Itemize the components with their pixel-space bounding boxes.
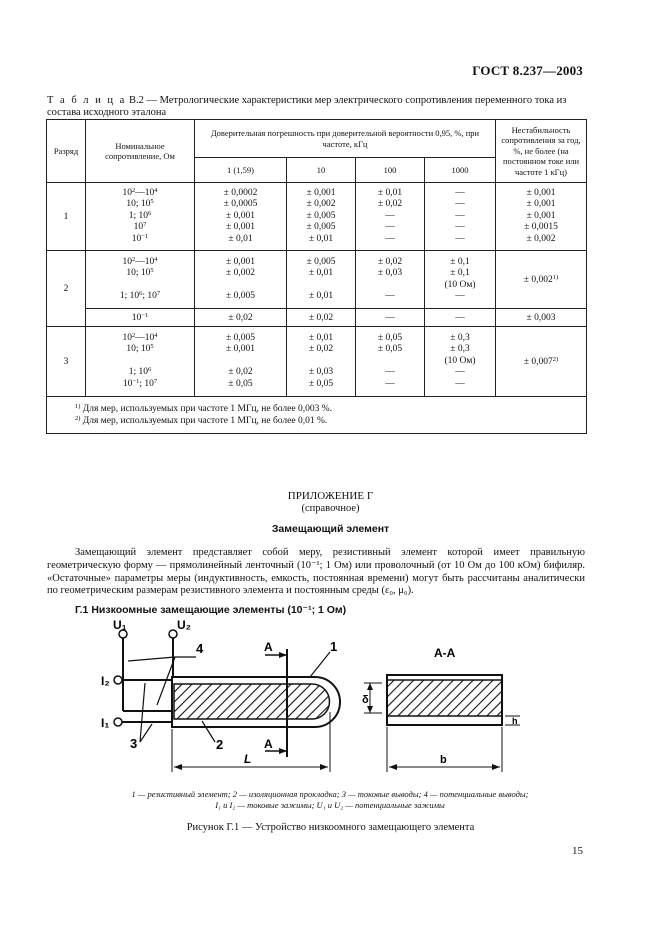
value-cell: ± 0,005 ± 0,001 ± 0,02 ± 0,05 [195,327,287,397]
label-u2: U₂ [177,618,191,632]
terminal-i2-icon [114,676,122,684]
value-cell: ± 0,003 [496,309,587,327]
body-paragraph: Замещающий элемент представляет собой меру, резистивный элемент которой имеет правильную геометрическую форму — прямолинейный ленточный (10⁻¹; 1 Ом) или проволочный (от 10 Ом до 100 кОм) бифиляр. «Остаточные» параметры меры (индуктивность, емкость, постоянная времени) могут быть рассчитаны аналитически по геометрическим размерам резистивного элемента и постоянным среды (ε₀, μ₀). [47,547,585,597]
rank-cell: 2 [47,251,86,327]
value-cell: ± 0,001 ± 0,002 ± 0,005 ± 0,005 ± 0,01 [287,183,356,251]
footnote-2: $^{2)}$ Для мер, используемых при частоте 1 МГц, не более 0,01 %. [75,415,328,426]
nominal-cell: $10^2—10^4$ 10; $10^5$ 1; $10^6$ $10^7$ $10^{-1}$ [86,183,195,251]
value-cell: ± 0,05 ± 0,05 — — [356,327,425,397]
label-1: 1 [330,639,338,654]
subsection-title: Г.1 Низкоомные замещающие элементы (10⁻¹; 1 Ом) [75,604,347,616]
footnote-1: $^{1)}$ Для мер, используемых при частоте 1 МГц, не более 0,003 %. [75,403,333,414]
value-cell: — [356,309,425,327]
header-nominal: Номинальное сопротивление, Ом [86,120,195,183]
header-freq-1000: 1000 [425,158,496,183]
label-section-aa: A-A [434,646,456,660]
figure-legend-line-2: I₁ и I₂ — токовые зажимы; U₁ и U₂ — потенциальные зажимы [215,800,445,810]
document-code: ГОСТ 8.237—2003 [472,63,583,78]
rank-cell: 3 [47,327,86,397]
label-4: 4 [196,641,204,656]
terminal-i1-icon [114,718,122,726]
label-i1: I₁ [101,716,110,730]
label-h: h [512,716,518,726]
value-cell: ± 0,01 ± 0,02 ± 0,03 ± 0,05 [287,327,356,397]
figure-legend-line-1: 1 — резистивный элемент; 2 — изоляционная прокладка; 3 — токовые выводы; 4 — потенциальные выводы; [131,789,529,799]
table-footnotes [47,397,587,434]
table-caption [47,95,587,119]
header-freq-10: 10 [287,158,356,183]
page-number: 15 [572,845,583,857]
figure-replacement-element [100,617,570,787]
value-cell: ± $0,002^{1)}$ [496,251,587,309]
nominal-cell: $10^2—10^4$ 10; $10^5$ 1; $10^6$; $10^7$ [86,251,195,309]
header-instability: Нестабильность сопротивления за год, %, не более (на постоянном токе или частоте 1 кГц) [496,120,587,183]
label-l: L [244,752,252,766]
rank-cell: 1 [47,183,86,251]
insulating-gasket [174,684,329,719]
label-b: b [440,754,447,766]
value-cell: ± 0,02 [195,309,287,327]
table-row-rank-3 [47,327,587,397]
value-cell: ± 0,1 ± 0,1 (10 Ом) — [425,251,496,309]
label-2: 2 [216,737,224,752]
figure-caption: Рисунок Г.1 — Устройство низкоомного замещающего элемента [186,822,475,833]
value-cell: ± 0,3 ± 0,3 (10 Ом) — — [425,327,496,397]
terminal-u2-icon [169,630,177,638]
table-row-rank-1 [47,183,587,251]
nominal-cell: $10^{-1}$ [86,309,195,327]
header-freq-100: 100 [356,158,425,183]
metrology-table [46,119,587,434]
label-u1: U₁ [113,618,127,632]
section-title: Замещающий элемент [271,523,390,535]
label-3: 3 [130,736,138,751]
value-cell: ± 0,005 ± 0,01 ± 0,01 [287,251,356,309]
table-row-rank-2-sub [47,309,587,327]
value-cell: ± 0,02 [287,309,356,327]
label-a-bottom: A [264,737,273,751]
nominal-cell: $10^2—10^4$ 10; $10^5$ 1; $10^6$ $10^{-1}$; $10^7$ [86,327,195,397]
header-rank: Разряд [47,120,86,183]
label-i2: I₂ [101,674,110,688]
value-cell: ± 0,001 ± 0,001 ± 0,001 ± 0,0015 ± 0,002 [496,183,587,251]
appendix-subtitle: (справочное) [301,503,360,514]
table-caption-text: В.2 — Метрологические характеристики мер электрического сопротивления переменного тока из состава исходного эталона [47,95,567,118]
header-freq-1: 1 (1,59) [195,158,287,183]
header-error-group: Доверительная погрешность при доверительной вероятности 0,95, %, при частоте, кГц [195,120,496,158]
value-cell: ± 0,001 ± 0,002 ± 0,005 [195,251,287,309]
table-caption-label: Т а б л и ц а [47,95,127,106]
label-a-top: A [264,640,273,654]
table-row-rank-2 [47,251,587,309]
value-cell: ± $0,007^{2)}$ [496,327,587,397]
value-cell: ± 0,0002 ± 0,0005 ± 0,001 ± 0,001 ± 0,01 [195,183,287,251]
figure-legend [80,789,580,811]
value-cell: ± 0,01 ± 0,02 — — — [356,183,425,251]
value-cell: — [425,309,496,327]
value-cell: — — — — — [425,183,496,251]
label-delta: δ [362,694,369,706]
value-cell: ± 0,02 ± 0,03 — [356,251,425,309]
appendix-title: ПРИЛОЖЕНИЕ Г [287,490,374,502]
